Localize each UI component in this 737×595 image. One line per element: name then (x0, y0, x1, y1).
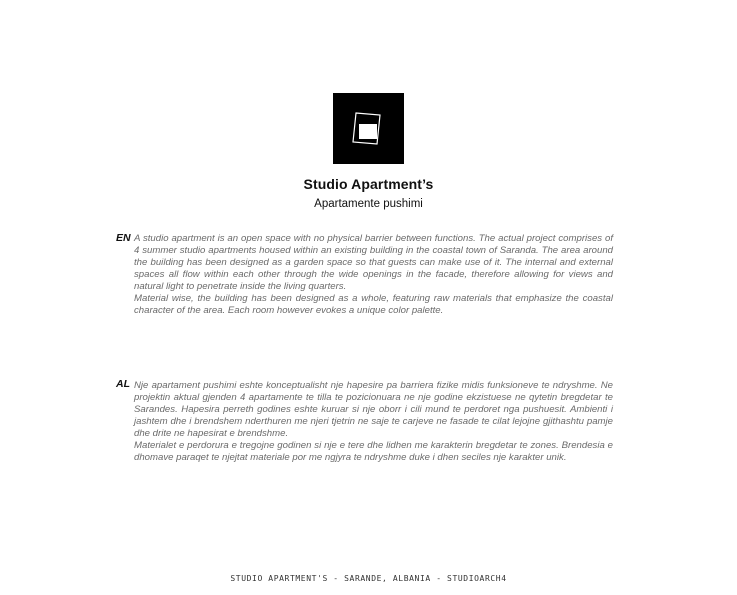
page-subtitle: Apartamente pushimi (314, 198, 423, 210)
description-en (134, 233, 613, 317)
footer-caption: STUDIO APARTMENT'S - SARANDE, ALBANIA - STUDIOARCH4 (230, 574, 507, 583)
paragraph: Materialet e perdorura e tregojne godinen si nje e tere dhe lidhen me karakterin bregdetar te zones. Brendesia e dhomave paraqet te njejtat materiale por me ngjyra te ndryshme duke i dhen seciles nje karakter unik. (134, 440, 613, 463)
lang-tag-al: AL (116, 378, 130, 390)
logo-mark (333, 93, 404, 164)
paragraph: A studio apartment is an open space with no physical barrier between functions. The actual project comprises of 4 summer studio apartments housed within an existing building in the coastal town of Saranda. The area around the building has been designed as a garden space so that guests can make use of it. The internal and external spaces all flow within each other through the wide openings in the facade, therefore allowing for views and natural light to penetrate inside the living quarters. (134, 233, 613, 292)
page-title: Studio Apartment’s (303, 176, 434, 192)
paragraph: Nje apartament pushimi eshte konceptualisht nje hapesire pa barriera fizike midis funksioneve te ndryshme. Ne projektin aktual gjenden 4 apartamente te tilla te pozicionuara ne nje godine ekzistuese ne qytetin bregdetar te Sarandes. Hapesira perreth godines eshte kuruar si nje oborr i cili mund te perdoret nga pushuesit. Ambienti i jashtem dhe i brendshem nderthuren me njeri tjetrin ne saje te carjeve ne fasade te cilat lejojne gjithashtu pamje dhe drite ne hapesirat e brendshme. (134, 380, 613, 439)
studio-logo-icon (333, 93, 404, 164)
paragraph: Material wise, the building has been designed as a whole, featuring raw materials that emphasize the coastal character of the area. Each room however evokes a unique color palette. (134, 293, 613, 316)
description-al (134, 380, 613, 464)
lang-tag-en: EN (116, 232, 131, 244)
